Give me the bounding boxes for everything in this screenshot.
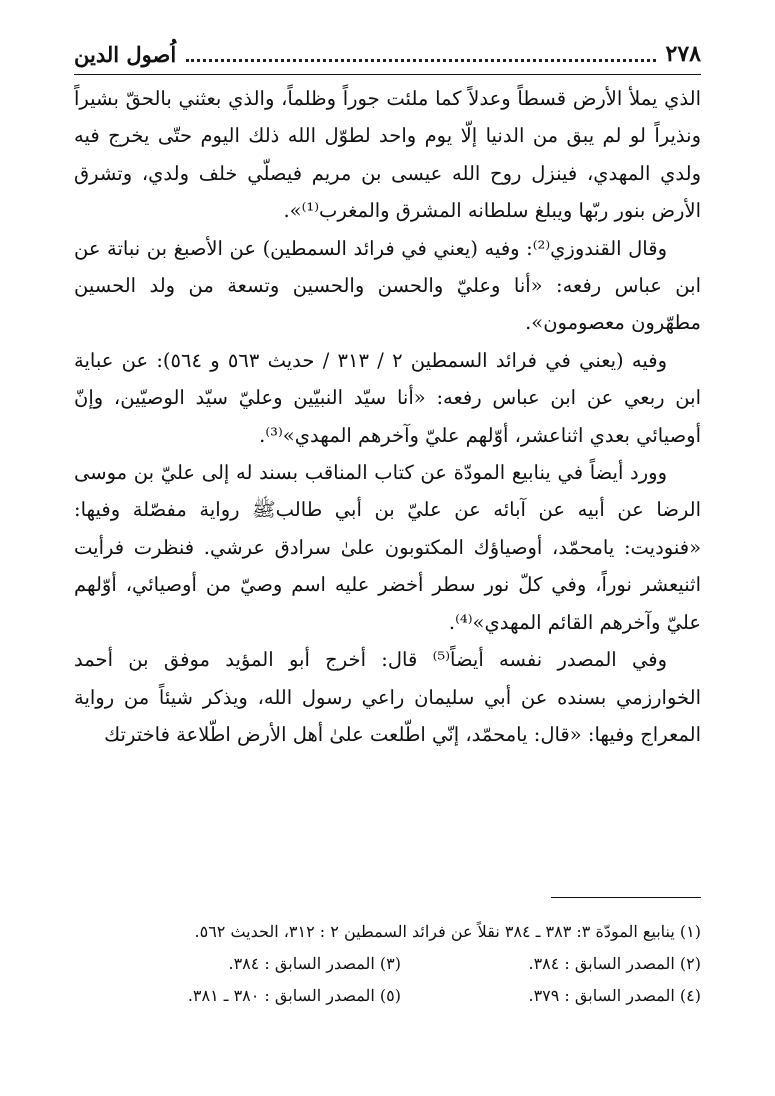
footnote-row [74,948,701,980]
paragraph-4: وورد أيضاً في ينابيع المودّة عن كتاب المناقب بسند له إلى عليّ بن موسى الرضا عن أبيه عن آبائه عن عليّ بن أبي طالبﷺ رواية مفصّلة وفيها: «فنوديت: يامحمّد، أوصياؤك المكتوبون علىٰ سرادق عرشي. فنظرت فرأيت اثنيعشر نوراً، وفي كلّ نور سطر أخضر عليه اسم وصيّ من أوصيائي، أوّلهم عليّ وآخرهم القائم المهدي»⁽⁴⁾. [74,461,701,634]
paragraph-2: وقال القندوزي⁽²⁾: وفيه (يعني في فرائد السمطين) عن الأصبغ بن نباتة عن ابن عباس رفعه: «أنا وعليّ والحسن والحسين وتسعة من ولد الحسين مطهّرون معصومون». [74,236,701,335]
paragraph-5: وفي المصدر نفسه أيضاً⁽⁵⁾ قال: أخرج أبو المؤيد موفق بن أحمد الخوارزمي بسنده عن أبي سليمان راعي رسول الله، ويذكر شيئاً من رواية المعراج وفيها: «قال: يامحمّد، إنّي اطّلعت علىٰ أهل الأرض اطّلاعة فاخترتك [74,648,701,746]
running-header [74,34,701,74]
footnote-rule [551,897,701,898]
footnote-3: (٣) المصدر السابق : ٣٨٤. [228,954,401,973]
footnote-row [74,916,701,948]
header-rule [74,74,701,75]
paragraph-3: وفيه (يعني في فرائد السمطين ٢ / ٣١٣ / حديث ٥٦٣ و ٥٦٤): عن عباية ابن ربعي عن ابن عباس رفعه: «أنا سيّد النبيّين وعليّ سيّد الوصيّين، وإنّ أوصيائي بعدي اثناعشر، أوّلهم عليّ وآخرهم المهدي»⁽³⁾. [74,348,701,447]
main-text [74,80,701,753]
footnote-4: (٤) المصدر السابق : ٣٧٩. [528,986,701,1005]
page-number: ٢٧٨ [665,41,701,67]
footnote-row [74,980,701,1012]
footnote-1: (١) ينابيع المودّة ٣: ٣٨٣ ـ ٣٨٤ نقلاً عن فرائد السمطين ٢ : ٣١٢، الحديث ٥٦٢. [194,922,701,941]
paragraph-1: الذي يملأ الأرض قسطاً وعدلاً كما ملئت جوراً وظلماً، والذي بعثني بالحقّ بشيراً ونذيراً لو لم يبق من الدنيا إلّا يوم واحد لطوّل الله ذلك اليوم حتّى يخرج فيه ولدي المهدي، فينزل روح الله عيسى بن مريم فيصلّي خلف ولدي، وتشرق الأرض بنور ربّها ويبلغ سلطانه المشرق والمغرب⁽¹⁾». [74,87,701,223]
footnotes [74,916,701,1012]
chapter-title: اُصول الدين [74,41,177,67]
leader-dots [186,57,655,62]
footnote-5: (٥) المصدر السابق : ٣٨٠ ـ ٣٨١. [187,986,401,1005]
footnote-2: (٢) المصدر السابق : ٣٨٤. [528,954,701,973]
